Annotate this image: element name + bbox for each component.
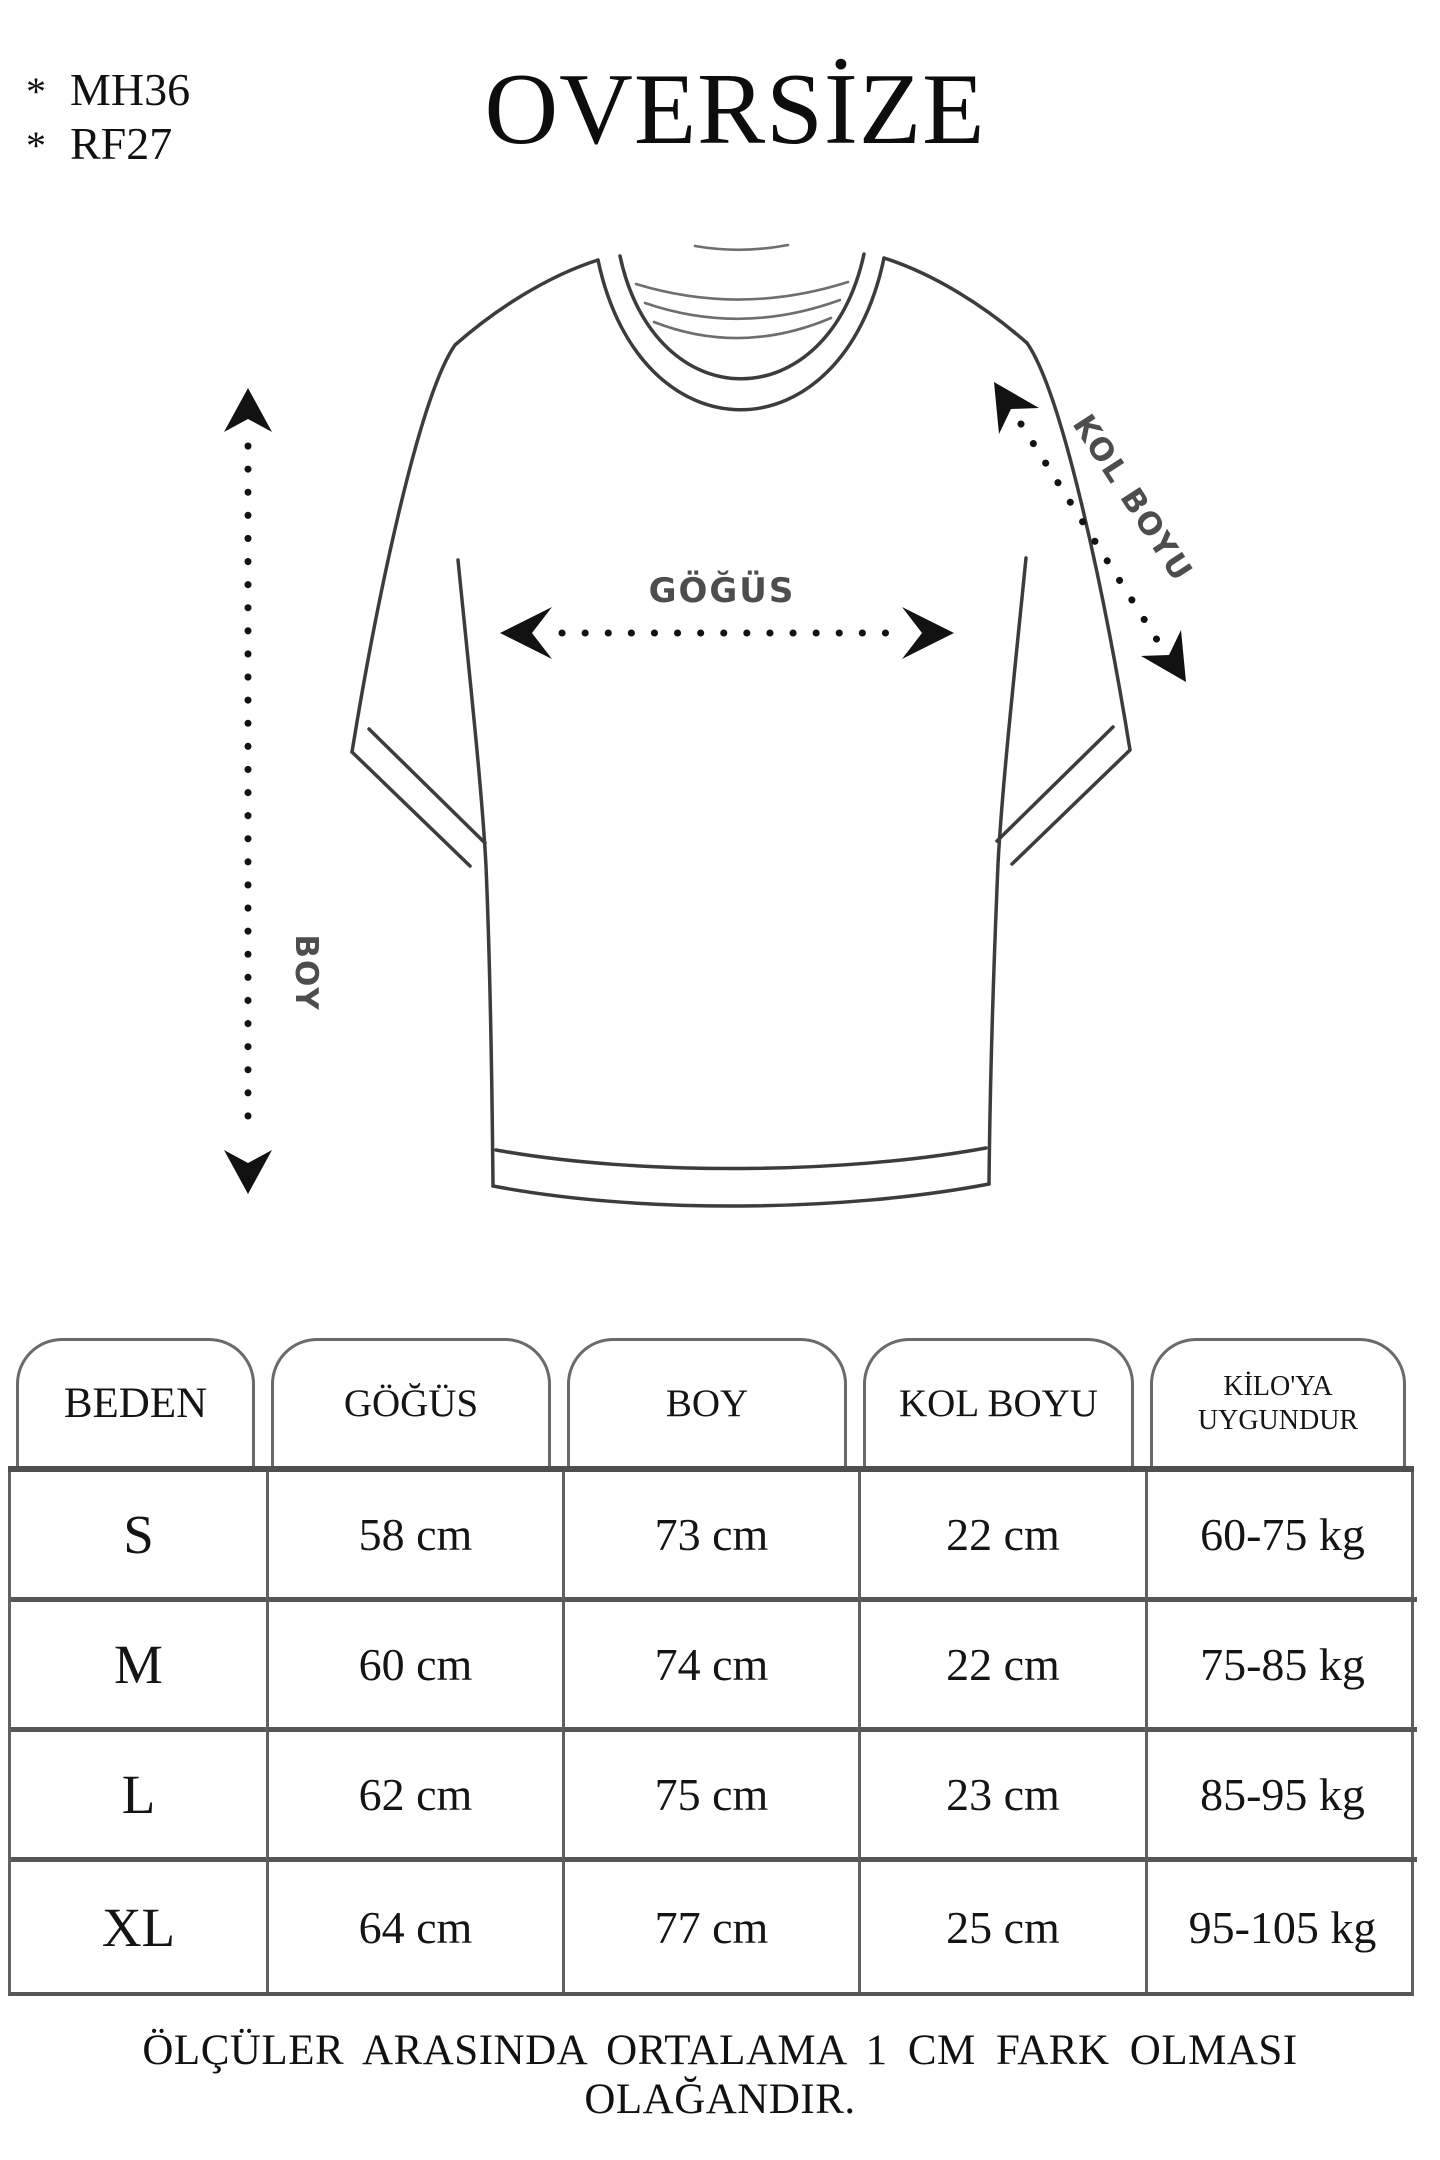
cell-size: XL [101,1896,176,1958]
collar-outer-curve [598,258,884,410]
cell-sleeve: 22 cm [858,1472,1145,1602]
cell-length: 74 cm [562,1602,858,1732]
boy-label: BOY [288,934,324,1012]
cell-sleeve: 25 cm [858,1862,1145,1992]
right-shoulder-sleeve-edge [884,258,1130,750]
cell-chest: 60 cm [266,1602,562,1732]
cell-sleeve: 22 cm [858,1602,1145,1732]
cell-chest: 58 cm [266,1472,562,1602]
column-header-label: KOL BOYU [899,1382,1098,1425]
cell-chest: 62 cm [266,1732,562,1862]
cell-length: 77 cm [562,1862,858,1992]
cell-length: 73 cm [562,1472,858,1602]
gogus-label: GÖĞÜS [648,571,796,611]
table-header-row [8,1338,1414,1472]
header-tab-boy [567,1338,847,1466]
column-header-label: BOY [665,1382,749,1425]
collar-inner-curve [620,254,864,379]
cell-length: 75 cm [562,1732,858,1862]
left-body-edge [458,560,493,1186]
cell-weight: 85-95 kg [1145,1732,1417,1862]
arrow-right-head [902,607,954,659]
column-header-label: BEDEN [63,1380,208,1427]
cell-weight: 95-105 kg [1145,1862,1417,1992]
arrow-up-head [224,388,272,432]
cell-weight: 60-75 kg [1145,1472,1417,1602]
hem-band [493,1148,989,1206]
kol-boyu-label: KOL BOYU [1064,408,1200,589]
left-sleeve-cuff [352,729,485,866]
page-title: OVERSİZE [484,53,986,166]
arrow-down-head [224,1150,272,1194]
tshirt-outline [352,245,1130,1206]
column-header-label: KİLO'YA UYGUNDUR [1197,1370,1359,1436]
gogus-chest-arrow [500,570,954,659]
column-header-label: GÖĞÜS [343,1382,479,1425]
cell-sleeve: 23 cm [858,1732,1145,1862]
header-tab-gogus [271,1338,551,1466]
product-code-value: RF27 [70,118,173,169]
cell-size: M [11,1602,266,1732]
asterisk-bullet: * [26,123,46,168]
cell-size: L [11,1732,266,1862]
left-shoulder-sleeve-edge [352,260,598,752]
table-body [8,1472,1414,1996]
boy-length-arrow [224,388,324,1194]
kol-boyu-sleeve-arrow [994,382,1200,682]
header-tab-kol-boyu [863,1338,1134,1466]
header-tab-kiloya-uygundur [1150,1338,1406,1466]
header-tab-beden [16,1338,255,1466]
right-sleeve-cuff [997,727,1130,864]
collar-rib-lines [636,282,848,338]
cell-size: S [11,1472,266,1602]
arrow-upleft-head [994,382,1039,434]
collar-top-notch [695,245,788,250]
right-body-edge [989,558,1026,1184]
cell-weight: 75-85 kg [1145,1602,1417,1732]
arrow-left-head [500,607,552,659]
cell-chest: 64 cm [266,1862,562,1992]
product-code-value: MH36 [70,64,191,115]
size-table [8,1338,1414,1996]
size-tolerance-note: ÖLÇÜLER ARASINDA ORTALAMA 1 CM FARK OLMASI OLAĞANDIR. [142,2027,1298,2123]
asterisk-bullet: * [26,69,46,114]
arrow-downright-head [1141,630,1186,682]
